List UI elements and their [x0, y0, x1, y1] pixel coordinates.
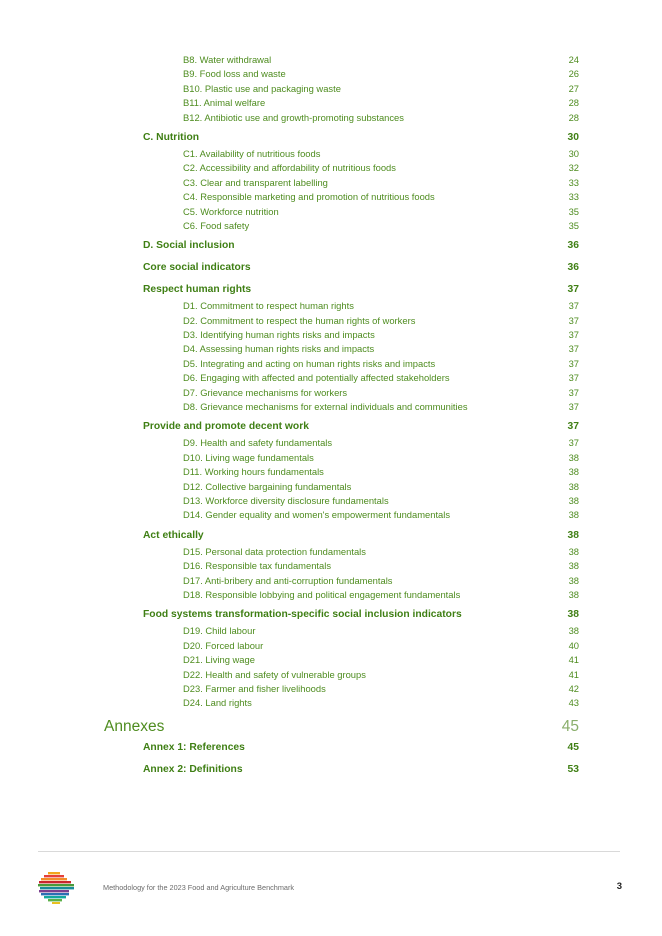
toc-entry[interactable]: D2. Commitment to respect the human rights of workers 37: [183, 314, 579, 326]
toc-entry[interactable]: C3. Clear and transparent labelling 33: [183, 176, 579, 188]
toc-entry[interactable]: C5. Workforce nutrition 35: [183, 205, 579, 217]
toc-entry[interactable]: D15. Personal data protection fundamentals 38: [183, 545, 579, 557]
toc-entry[interactable]: D4. Assessing human rights risks and impacts 37: [183, 343, 579, 355]
toc-entry[interactable]: D9. Health and safety fundamentals 37: [183, 437, 579, 449]
page-number: 3: [616, 881, 622, 892]
toc-section-human-rights[interactable]: Respect human rights 37: [143, 284, 579, 296]
toc-section-nutrition[interactable]: C. Nutrition 30: [143, 131, 579, 143]
toc-section-food-systems[interactable]: Food systems transformation-specific social inclusion indicators 38: [143, 609, 579, 621]
toc-entry[interactable]: D16. Responsible tax fundamentals 38: [183, 560, 579, 572]
toc-entry[interactable]: D17. Anti-bribery and anti-corruption fundamentals 38: [183, 574, 579, 586]
toc-annex-definitions[interactable]: Annex 2: Definitions 53: [143, 763, 579, 775]
toc-entry[interactable]: D11. Working hours fundamentals 38: [183, 466, 579, 478]
toc-entry[interactable]: C1. Availability of nutritious foods 30: [183, 147, 579, 159]
toc-entry[interactable]: D19. Child labour 38: [183, 625, 579, 637]
toc-entry[interactable]: D20. Forced labour 40: [183, 639, 579, 651]
toc-entry[interactable]: C6. Food safety 35: [183, 219, 579, 231]
toc-entry[interactable]: D18. Responsible lobbying and political engagement fundamentals 38: [183, 588, 579, 600]
footer-document-title: Methodology for the 2023 Food and Agriculture Benchmark: [103, 883, 295, 892]
toc-section-act-ethically[interactable]: Act ethically 38: [143, 529, 579, 541]
toc-entry[interactable]: D24. Land rights 43: [183, 697, 579, 709]
toc-entry[interactable]: D14. Gender equality and women's empowerment fundamentals 38: [183, 509, 579, 521]
toc-section-core-social[interactable]: Core social indicators 36: [143, 262, 579, 274]
toc-entry[interactable]: D12. Collective bargaining fundamentals 38: [183, 480, 579, 492]
toc-entry[interactable]: D21. Living wage 41: [183, 654, 579, 666]
toc-entry[interactable]: B11. Animal welfare 28: [183, 97, 579, 109]
toc-section-decent-work[interactable]: Provide and promote decent work 37: [143, 421, 579, 433]
toc-entry[interactable]: D5. Integrating and acting on human rights risks and impacts 37: [183, 357, 579, 369]
toc-entry[interactable]: B9. Food loss and waste 26: [183, 68, 579, 80]
toc-annex-references[interactable]: Annex 1: References 45: [143, 741, 579, 753]
toc-section-social-inclusion[interactable]: D. Social inclusion 36: [143, 240, 579, 252]
toc-entry[interactable]: D7. Grievance mechanisms for workers 37: [183, 386, 579, 398]
footer-divider: [38, 851, 620, 852]
toc-entry[interactable]: D1. Commitment to respect human rights 37: [183, 300, 579, 312]
toc-entry[interactable]: C4. Responsible marketing and promotion of nutritious foods 33: [183, 191, 579, 203]
toc-entry[interactable]: B10. Plastic use and packaging waste 27: [183, 82, 579, 94]
toc-entry[interactable]: D22. Health and safety of vulnerable groups 41: [183, 668, 579, 680]
toc-entry[interactable]: D13. Workforce diversity disclosure fundamentals 38: [183, 494, 579, 506]
toc-entry[interactable]: D10. Living wage fundamentals 38: [183, 451, 579, 463]
toc-heading-annexes[interactable]: Annexes 45: [104, 717, 579, 735]
toc-entry[interactable]: D6. Engaging with affected and potentially affected stakeholders 37: [183, 372, 579, 384]
benchmark-logo-icon: [38, 870, 78, 906]
toc-entry[interactable]: B8. Water withdrawal 24: [183, 54, 579, 65]
toc-entry[interactable]: D23. Farmer and fisher livelihoods 42: [183, 682, 579, 694]
toc-entry[interactable]: D8. Grievance mechanisms for external individuals and communities 37: [183, 401, 579, 413]
toc-entry[interactable]: B12. Antibiotic use and growth-promoting substances 28: [183, 111, 579, 123]
toc-entry[interactable]: D3. Identifying human rights risks and impacts 37: [183, 329, 579, 341]
table-of-contents: [0, 52, 662, 778]
toc-entry[interactable]: C2. Accessibility and affordability of nutritious foods 32: [183, 162, 579, 174]
